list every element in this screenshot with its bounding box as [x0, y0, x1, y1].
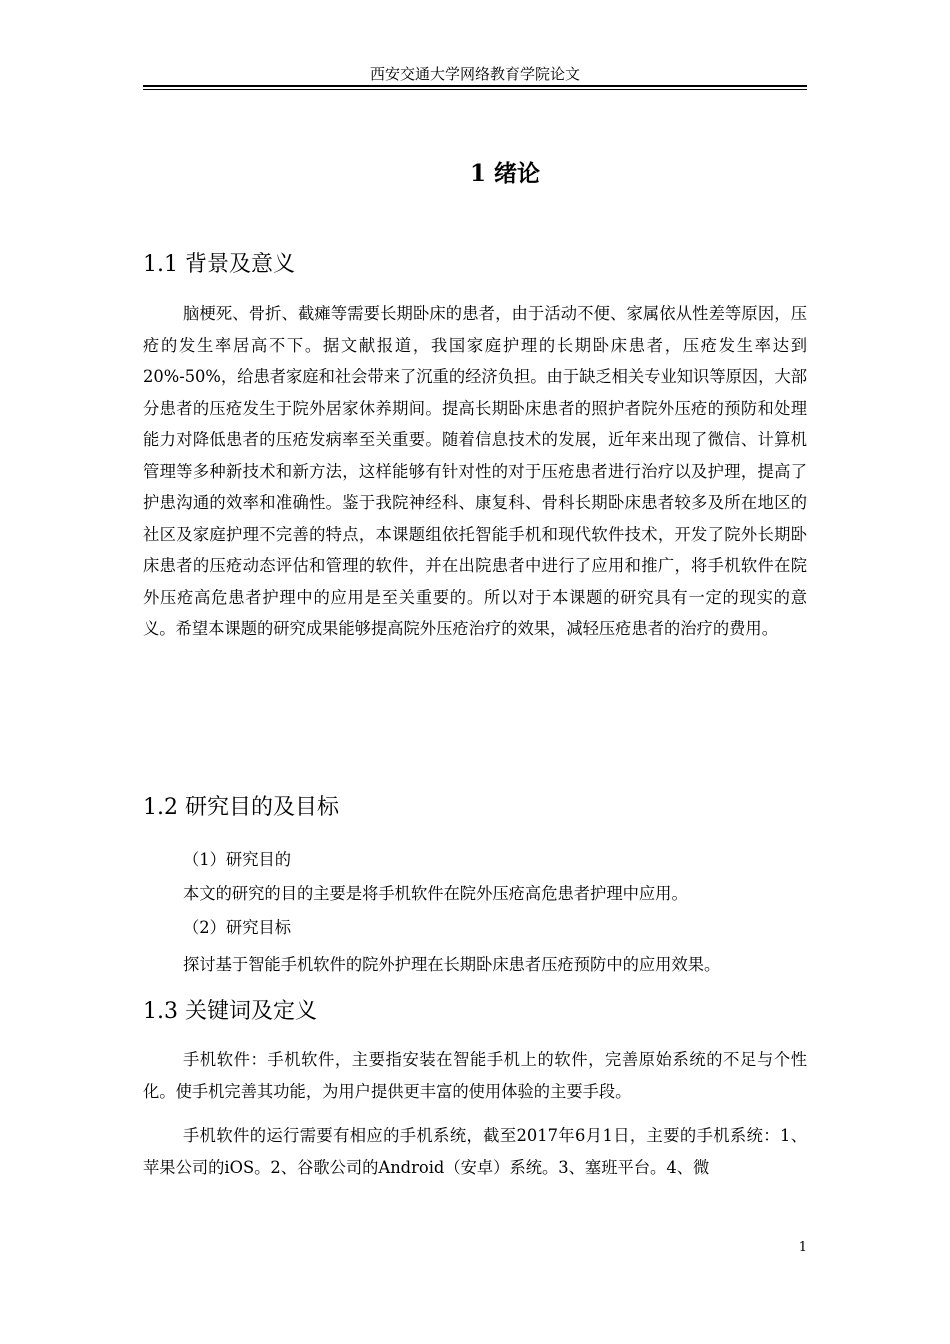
- section-1-1-paragraph: 脑梗死、骨折、截瘫等需要长期卧床的患者，由于活动不便、家属依从性差等原因，压疮的发生率居高不下。据文献报道，我国家庭护理的长期卧床患者，压疮发生率达到20%-50%，给患者家庭和社会带来了沉重的经济负担。由于缺乏相关专业知识等原因，大部分患者的压疮发生于院外居家休养期间。提高长期卧床患者的照护者院外压疮的预防和处理能力对降低患者的压疮发病率至关重要。随着信息技术的发展，近年来出现了微信、计算机管理等多种新技术和新方法，这样能够有针对性的对于压疮患者进行治疗以及护理，提高了护患沟通的效率和准确性。鉴于我院神经科、康复科、骨科长期卧床患者较多及所在地区的社区及家庭护理不完善的特点，本课题组依托智能手机和现代软件技术，开发了院外长期卧床患者的压疮动态评估和管理的软件，并在出院患者中进行了应用和推广，将手机软件在院外压疮高危患者护理中的应用是至关重要的。所以对于本课题的研究具有一定的现实的意义。希望本课题的研究成果能够提高院外压疮治疗的效果，减轻压疮患者的治疗的费用。: [143, 304, 808, 638]
- running-header: 西安交通大学网络教育学院论文: [369, 65, 580, 83]
- page-number: 1: [798, 1240, 807, 1255]
- header-rule-thick: [143, 85, 807, 87]
- research-purpose-text: 本文的研究的目的主要是将手机软件在院外压疮高危患者护理中应用。: [183, 884, 688, 903]
- section-1-3-paragraph-2: 手机软件的运行需要有相应的手机系统，截至2017年6月1日，主要的手机系统：1、苹果公司的iOS。2、谷歌公司的Android（安卓）系统。3、塞班平台。4、微: [143, 1126, 807, 1177]
- section-heading-1-1: 1.1 背景及意义: [143, 252, 295, 277]
- header-rule-thin: [143, 89, 807, 90]
- section-heading-1-3: 1.3 关键词及定义: [143, 999, 317, 1024]
- research-goal-text: 探讨基于智能手机软件的院外护理在长期卧床患者压疮预防中的应用效果。: [183, 955, 721, 974]
- section-heading-1-2: 1.2 研究目的及目标: [143, 795, 339, 820]
- chapter-title: 1 绪论: [469, 160, 540, 187]
- research-goal-label: （2）研究目标: [183, 918, 292, 937]
- section-1-3-paragraph-1: 手机软件：手机软件，主要指安装在智能手机上的软件，完善原始系统的不足与个性化。使手机完善其功能，为用户提供更丰富的使用体验的主要手段。: [143, 1050, 807, 1101]
- research-purpose-label: （1）研究目的: [183, 850, 292, 869]
